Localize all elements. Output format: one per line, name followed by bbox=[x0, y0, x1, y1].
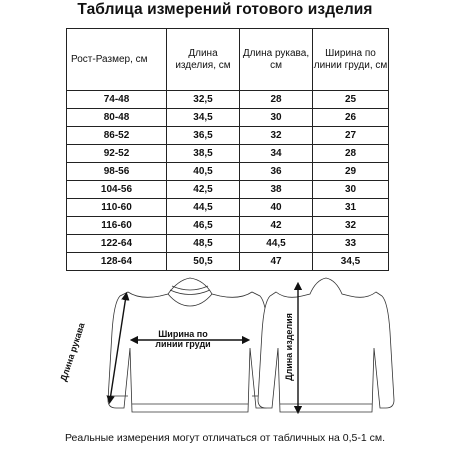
cell-height-size: 110-60 bbox=[67, 199, 167, 217]
cell-chest: 31 bbox=[313, 199, 389, 217]
measurement-note: Реальные измерения могут отличаться от табличных на 0,5-1 см. bbox=[64, 432, 386, 444]
cell-chest: 26 bbox=[313, 109, 389, 127]
cell-chest: 27 bbox=[313, 127, 389, 145]
cell-chest: 29 bbox=[313, 163, 389, 181]
table-row bbox=[67, 145, 389, 163]
cell-height-size: 86-52 bbox=[67, 127, 167, 145]
garment-sketch bbox=[60, 272, 400, 422]
garment-length-label: Длина изделия bbox=[283, 313, 294, 381]
page-title: Таблица измерений готового изделия bbox=[77, 1, 373, 18]
cell-height-size: 122-64 bbox=[67, 235, 167, 253]
chest-width-label: Ширина по линии груди bbox=[155, 329, 211, 349]
cell-height-size: 116-60 bbox=[67, 217, 167, 235]
table-row bbox=[67, 109, 389, 127]
table-row bbox=[67, 181, 389, 199]
cell-chest: 34,5 bbox=[313, 253, 389, 271]
cell-chest: 25 bbox=[313, 91, 389, 109]
cell-height-size: 104-56 bbox=[67, 181, 167, 199]
cell-sleeve: 34 bbox=[240, 145, 313, 163]
cell-height-size: 92-52 bbox=[67, 145, 167, 163]
cell-sleeve: 47 bbox=[240, 253, 313, 271]
cell-height-size: 98-56 bbox=[67, 163, 167, 181]
size-table bbox=[66, 28, 389, 271]
cell-height-size: 74-48 bbox=[67, 91, 167, 109]
cell-length: 46,5 bbox=[167, 217, 240, 235]
cell-sleeve: 30 bbox=[240, 109, 313, 127]
cell-length: 36,5 bbox=[167, 127, 240, 145]
table-row bbox=[67, 199, 389, 217]
sleeve-length-label: Длина рукава bbox=[58, 321, 87, 383]
table-row bbox=[67, 217, 389, 235]
cell-height-size: 80-48 bbox=[67, 109, 167, 127]
cell-sleeve: 32 bbox=[240, 127, 313, 145]
cell-sleeve: 38 bbox=[240, 181, 313, 199]
header-chest: Ширина по линии груди, см bbox=[313, 29, 389, 91]
table-row bbox=[67, 91, 389, 109]
cell-length: 38,5 bbox=[167, 145, 240, 163]
cell-chest: 32 bbox=[313, 217, 389, 235]
table-row bbox=[67, 127, 389, 145]
table-row bbox=[67, 253, 389, 271]
cell-length: 44,5 bbox=[167, 199, 240, 217]
header-length: Длина изделия, см bbox=[167, 29, 240, 91]
cell-sleeve: 44,5 bbox=[240, 235, 313, 253]
cell-length: 34,5 bbox=[167, 109, 240, 127]
cell-chest: 30 bbox=[313, 181, 389, 199]
table-row bbox=[67, 235, 389, 253]
cell-length: 48,5 bbox=[167, 235, 240, 253]
cell-sleeve: 28 bbox=[240, 91, 313, 109]
cell-length: 40,5 bbox=[167, 163, 240, 181]
header-sleeve: Длина рукава, см bbox=[240, 29, 313, 91]
table-header-row bbox=[67, 29, 389, 91]
cell-sleeve: 42 bbox=[240, 217, 313, 235]
header-height-size: Рост-Размер, см bbox=[67, 29, 167, 91]
table-row bbox=[67, 163, 389, 181]
cell-length: 42,5 bbox=[167, 181, 240, 199]
cell-chest: 33 bbox=[313, 235, 389, 253]
cell-length: 50,5 bbox=[167, 253, 240, 271]
cell-sleeve: 40 bbox=[240, 199, 313, 217]
cell-height-size: 128-64 bbox=[67, 253, 167, 271]
cell-chest: 28 bbox=[313, 145, 389, 163]
cell-length: 32,5 bbox=[167, 91, 240, 109]
back-view-turtleneck bbox=[258, 278, 394, 412]
garment-diagram bbox=[60, 272, 400, 422]
cell-sleeve: 36 bbox=[240, 163, 313, 181]
